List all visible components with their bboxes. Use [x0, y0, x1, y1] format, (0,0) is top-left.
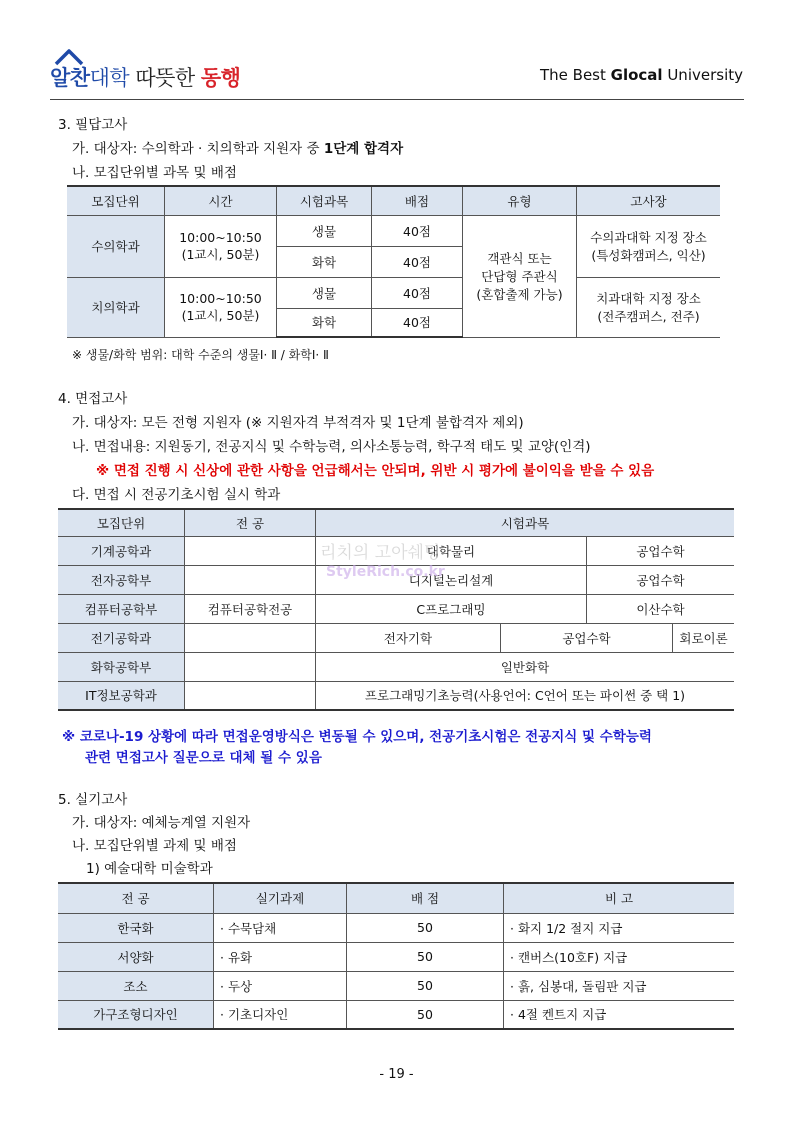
- university-logo: [50, 48, 270, 92]
- type-line-2: 단답형 주관식: [481, 269, 558, 284]
- subject-cell: 전자기학: [316, 623, 501, 652]
- place-line-1: 수의과대학 지정 장소: [590, 230, 707, 245]
- col-header: 모집단위: [58, 509, 185, 536]
- note-cell: · 4절 켄트지 지급: [504, 1000, 735, 1029]
- type-line-3: (혼합출제 가능): [476, 287, 563, 302]
- col-header: 시간: [165, 186, 277, 215]
- major-cell: [185, 536, 316, 565]
- header-divider: [50, 99, 744, 100]
- major-cell: [185, 681, 316, 710]
- tagline-post: University: [662, 66, 743, 84]
- practical-exam-table: [58, 882, 734, 1030]
- subject-cell: C프로그래밍: [316, 594, 587, 623]
- score-cell: 50: [347, 1000, 504, 1029]
- subject-cell: 생물: [277, 277, 372, 308]
- unit-cell: 컴퓨터공학부: [58, 594, 185, 623]
- section-3-target-bold: 1단계 합격자: [323, 141, 404, 157]
- logo-word-3: 따뜻한: [129, 66, 201, 90]
- place-cell: [577, 215, 721, 277]
- note-cell: · 화지 1/2 절지 지급: [504, 913, 735, 942]
- note-cell: · 캔버스(10호F) 지급: [504, 942, 735, 971]
- table-row: [58, 681, 734, 710]
- section-3-target: [72, 137, 403, 157]
- time-text: 10:00~10:50: [179, 229, 262, 245]
- section-4-note-line-1: ※ 코로나-19 상황에 따라 면접운영방식은 변동될 수 있으며, 전공기초시험은 전공지식 및 수학능력: [62, 729, 652, 745]
- score-cell: 50: [347, 913, 504, 942]
- tagline-bold: Glocal: [610, 66, 663, 84]
- major-cell: [185, 565, 316, 594]
- table-row: [58, 971, 734, 1000]
- col-header: 전 공: [185, 509, 316, 536]
- table-row: [58, 594, 734, 623]
- unit-cell: 수의학과: [67, 215, 165, 277]
- table-row: [58, 913, 734, 942]
- section-3-title: 3. 필답고사: [58, 117, 128, 133]
- col-header: 시험과목: [277, 186, 372, 215]
- place-cell: [577, 277, 721, 337]
- major-cell: 서양화: [58, 942, 214, 971]
- place-line-2: (전주캠퍼스, 전주): [597, 309, 700, 324]
- subject-cell: 일반화학: [316, 652, 735, 681]
- logo-word-4: 동행: [200, 66, 241, 90]
- major-cell: 가구조형디자인: [58, 1000, 214, 1029]
- major-cell: [185, 623, 316, 652]
- logo-word-2: 대학: [89, 66, 130, 90]
- time-detail: (1교시, 50분): [181, 246, 260, 262]
- task-cell: · 두상: [214, 971, 347, 1000]
- subject-cell: 화학: [277, 246, 372, 277]
- task-cell: · 수묵담채: [214, 913, 347, 942]
- score-cell: 40점: [372, 308, 463, 337]
- section-5-tasks-heading: 나. 모집단위별 과제 및 배점: [72, 838, 237, 854]
- time-cell: [165, 277, 277, 337]
- col-header: 배 점: [347, 883, 504, 913]
- subject-cell: 이산수학: [586, 594, 734, 623]
- major-cell: 조소: [58, 971, 214, 1000]
- col-header: 비 고: [504, 883, 735, 913]
- subject-cell: 프로그래밍기초능력(사용언어: C언어 또는 파이썬 중 택 1): [316, 681, 735, 710]
- note-cell: · 흙, 심봉대, 돌림판 지급: [504, 971, 735, 1000]
- watermark-url: StyleRich.co.kr: [326, 564, 445, 580]
- unit-cell: 전자공학부: [58, 565, 185, 594]
- place-line-2: (특성화캠퍼스, 익산): [591, 248, 706, 263]
- score-cell: 40점: [372, 215, 463, 246]
- col-header: 실기과제: [214, 883, 347, 913]
- major-cell: 컴퓨터공학전공: [185, 594, 316, 623]
- university-tagline: [540, 66, 743, 84]
- section-4-title: 4. 면접고사: [58, 391, 128, 407]
- subject-cell: 대학물리: [316, 536, 587, 565]
- score-cell: 40점: [372, 246, 463, 277]
- section-4-note-line-2: 관련 면접고사 질문으로 대체 될 수 있음: [85, 750, 322, 766]
- subject-cell: 화학: [277, 308, 372, 337]
- task-cell: · 유화: [214, 942, 347, 971]
- score-cell: 50: [347, 971, 504, 1000]
- table-row: [58, 652, 734, 681]
- col-header: 고사장: [577, 186, 721, 215]
- time-text: 10:00~10:50: [179, 290, 262, 306]
- score-cell: 40점: [372, 277, 463, 308]
- subject-cell: 생물: [277, 215, 372, 246]
- subject-cell: 공업수학: [500, 623, 672, 652]
- unit-cell: 기계공학과: [58, 536, 185, 565]
- tagline-pre: The Best: [539, 66, 611, 84]
- table-row: [58, 942, 734, 971]
- section-3-note: ※ 생물/화학 범위: 대학 수준의 생물Ⅰ· Ⅱ / 화학Ⅰ· Ⅱ: [72, 348, 329, 362]
- watermark-text: 리치의 고아쉐팅: [320, 543, 441, 563]
- col-header: 배점: [372, 186, 463, 215]
- table-row: [58, 623, 734, 652]
- subject-cell: 디지털논리설계: [316, 565, 587, 594]
- time-detail: (1교시, 50분): [181, 307, 260, 323]
- section-3-subjects-heading: 나. 모집단위별 과목 및 배점: [72, 165, 237, 181]
- unit-cell: 전기공학과: [58, 623, 185, 652]
- section-3-target-text: 가. 대상자: 수의학과 · 치의학과 지원자 중: [72, 141, 324, 157]
- major-cell: 한국화: [58, 913, 214, 942]
- written-exam-table: [67, 185, 720, 338]
- unit-cell: 화학공학부: [58, 652, 185, 681]
- type-cell: [463, 215, 577, 337]
- section-4-exam-heading: 다. 면접 시 전공기초시험 실시 학과: [72, 487, 281, 503]
- section-4-target: 가. 대상자: 모든 전형 지원자 (※ 지원자격 부적격자 및 1단계 불합격자 제외): [72, 415, 524, 431]
- logo-slogan: [50, 62, 240, 92]
- section-5-title: 5. 실기고사: [58, 792, 128, 808]
- unit-cell: 치의학과: [67, 277, 165, 337]
- col-header: 시험과목: [316, 509, 735, 536]
- section-4-warning: ※ 면접 진행 시 신상에 관한 사항을 언급해서는 안되며, 위반 시 평가에 불이익을 받을 수 있음: [96, 463, 655, 479]
- subject-cell: 회로이론: [673, 623, 734, 652]
- subject-cell: 공업수학: [586, 536, 734, 565]
- table-row: [67, 277, 720, 308]
- section-4-content: 나. 면접내용: 지원동기, 전공지식 및 수학능력, 의사소통능력, 학구적 태도 및 교양(인격): [72, 439, 591, 455]
- col-header: 유형: [463, 186, 577, 215]
- table-row: [58, 1000, 734, 1029]
- col-header: 모집단위: [67, 186, 165, 215]
- section-5-sub-heading: 1) 예술대학 미술학과: [86, 861, 213, 877]
- type-line-1: 객관식 또는: [487, 251, 552, 266]
- major-cell: [185, 652, 316, 681]
- page-number: - 19 -: [379, 1067, 414, 1082]
- task-cell: · 기초디자인: [214, 1000, 347, 1029]
- col-header: 전 공: [58, 883, 214, 913]
- section-5-target: 가. 대상자: 예체능계열 지원자: [72, 815, 251, 831]
- logo-word-1: 알찬: [50, 66, 90, 90]
- table-row: [67, 215, 720, 246]
- score-cell: 50: [347, 942, 504, 971]
- unit-cell: IT정보공학과: [58, 681, 185, 710]
- subject-cell: 공업수학: [586, 565, 734, 594]
- place-line-1: 치과대학 지정 장소: [596, 291, 701, 306]
- time-cell: [165, 215, 277, 277]
